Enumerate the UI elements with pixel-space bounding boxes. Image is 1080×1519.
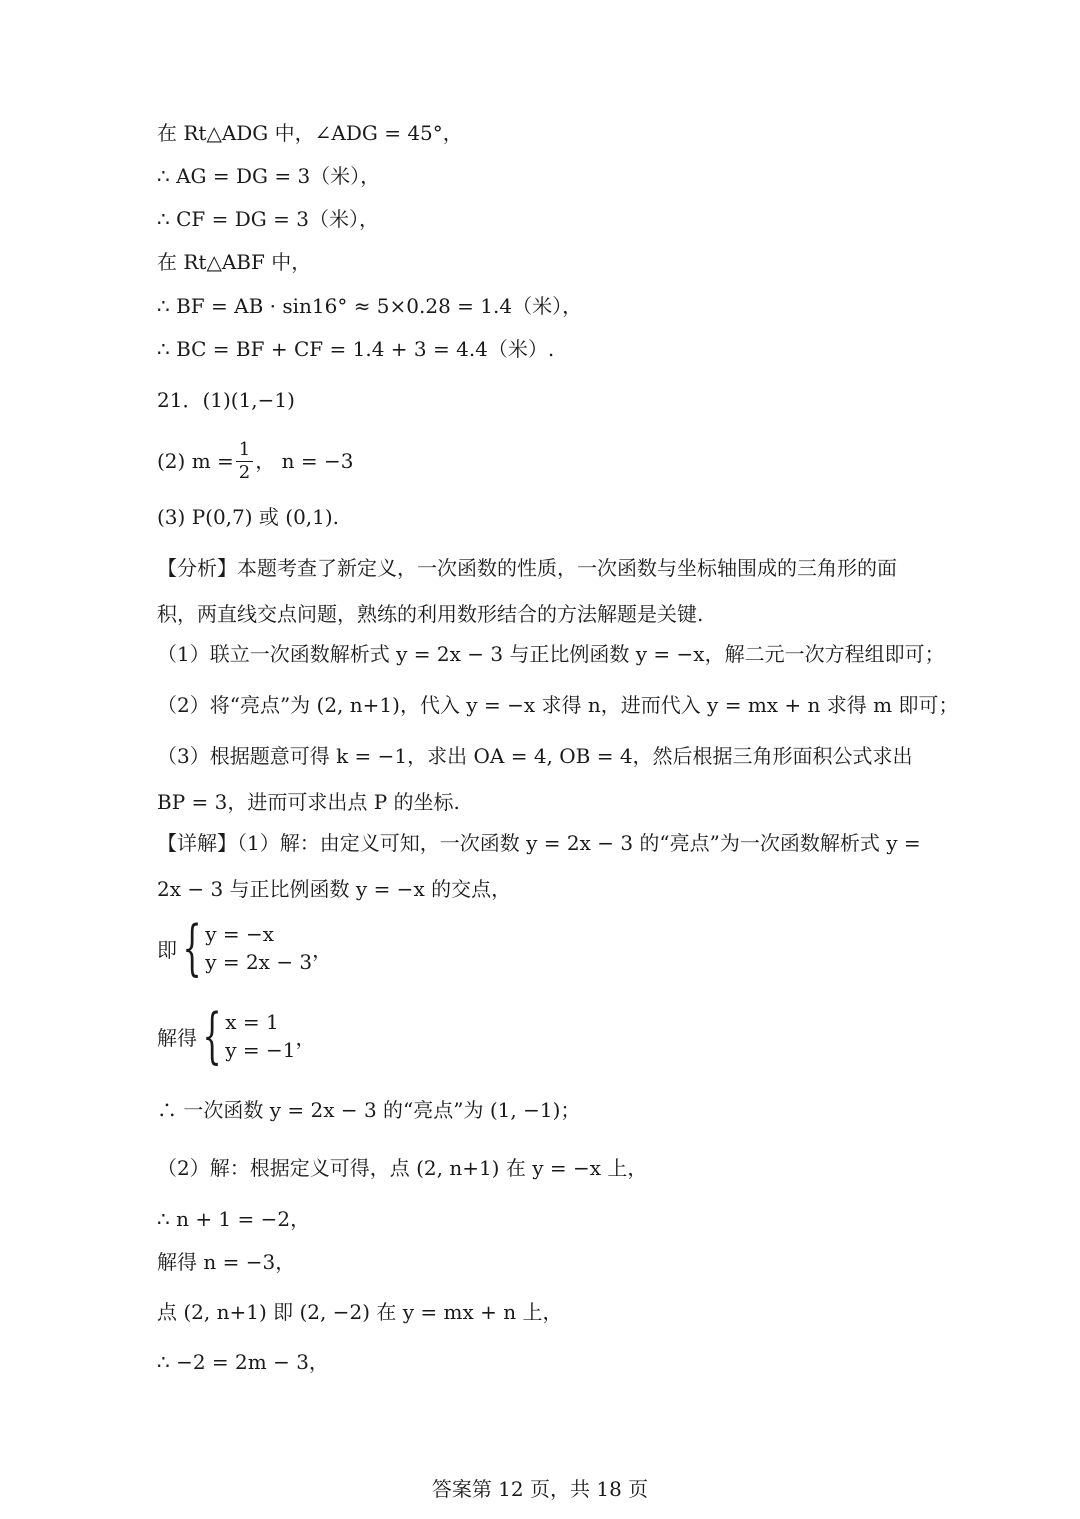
left-brace-icon: {	[202, 1001, 222, 1071]
system-1-prefix: 即	[157, 937, 177, 962]
text-line: (3) P(0,7) 或 (0,1).	[157, 505, 340, 529]
text-line: （1）联立一次函数解析式 y = 2x − 3 与正比例函数 y = −x，解二元一次方程组即可；	[157, 642, 945, 666]
system-2-row-2: y = −1	[225, 1038, 296, 1062]
answer-part-2-suffix: ， n = −3	[255, 449, 354, 473]
fraction-denominator: 2	[238, 461, 251, 483]
text-line: ∴ BF = AB · sin16° ≈ 5×0.28 = 1.4（米），	[157, 294, 583, 318]
left-brace-icon: {	[182, 913, 202, 983]
text-line: ∴ 一次函数 y = 2x − 3 的“亮点”为 (1, −1)；	[157, 1098, 581, 1122]
page-footer: 答案第 12 页，共 18 页	[431, 1477, 649, 1501]
text-line: 在 Rt△ABF 中，	[157, 250, 312, 274]
text-line: 在 Rt△ADG 中，∠ADG = 45°，	[157, 121, 463, 145]
answer-part-2	[157, 438, 930, 484]
text-line: 解得 n = −3，	[157, 1250, 296, 1274]
fraction-numerator: 1	[236, 439, 253, 462]
text-line: ∴ CF = DG = 3（米），	[157, 207, 379, 231]
system-1-rows	[205, 920, 312, 976]
text-line: （2）解：根据定义可得，点 (2, n+1) 在 y = −x 上，	[157, 1156, 648, 1180]
system-2-suffix: ，	[295, 1025, 316, 1050]
system-2-rows	[225, 1008, 295, 1064]
system-1-row-2: y = 2x − 3	[205, 950, 313, 974]
text-line: ∴ n + 1 = −2，	[157, 1207, 311, 1231]
text-line: ∴ BC = BF + CF = 1.4 + 3 = 4.4（米）.	[157, 337, 555, 361]
text-line: ∴ AG = DG = 3（米），	[157, 164, 381, 188]
text-paragraph: （3）根据题意可得 k = −1，求出 OA = 4, OB = 4，然后根据三角形面积公式求出 BP = 3，进而可求出点 P 的坐标.	[157, 744, 913, 814]
text-line: 点 (2, n+1) 即 (2, −2) 在 y = mx + n 上，	[157, 1300, 563, 1324]
question-number: 21．(1)(1,−1)	[157, 388, 295, 412]
system-1-suffix: ，	[312, 937, 333, 962]
system-2-prefix: 解得	[157, 1025, 197, 1050]
analysis-paragraph: 【分析】本题考查了新定义，一次函数的性质，一次函数与坐标轴围成的三角形的面积，两直线交点问题，熟练的利用数形结合的方法解题是关键.	[157, 556, 897, 626]
fraction-one-half	[236, 439, 253, 484]
answer-part-2-prefix: (2) m =	[157, 449, 234, 473]
equation-system-1	[157, 913, 333, 983]
detail-paragraph: 【详解】（1）解：由定义可知，一次函数 y = 2x − 3 的“亮点”为一次函数解析式 y = 2x − 3 与正比例函数 y = −x 的交点，	[157, 831, 921, 901]
system-1-row-1: y = −x	[205, 922, 274, 946]
text-line: （2）将“亮点”为 (2, n+1)，代入 y = −x 求得 n，进而代入 y = mx + n 求得 m 即可；	[157, 693, 959, 717]
text-line: ∴ −2 = 2m − 3，	[157, 1350, 329, 1374]
system-2-row-1: x = 1	[225, 1010, 279, 1034]
equation-system-2	[157, 1001, 316, 1071]
